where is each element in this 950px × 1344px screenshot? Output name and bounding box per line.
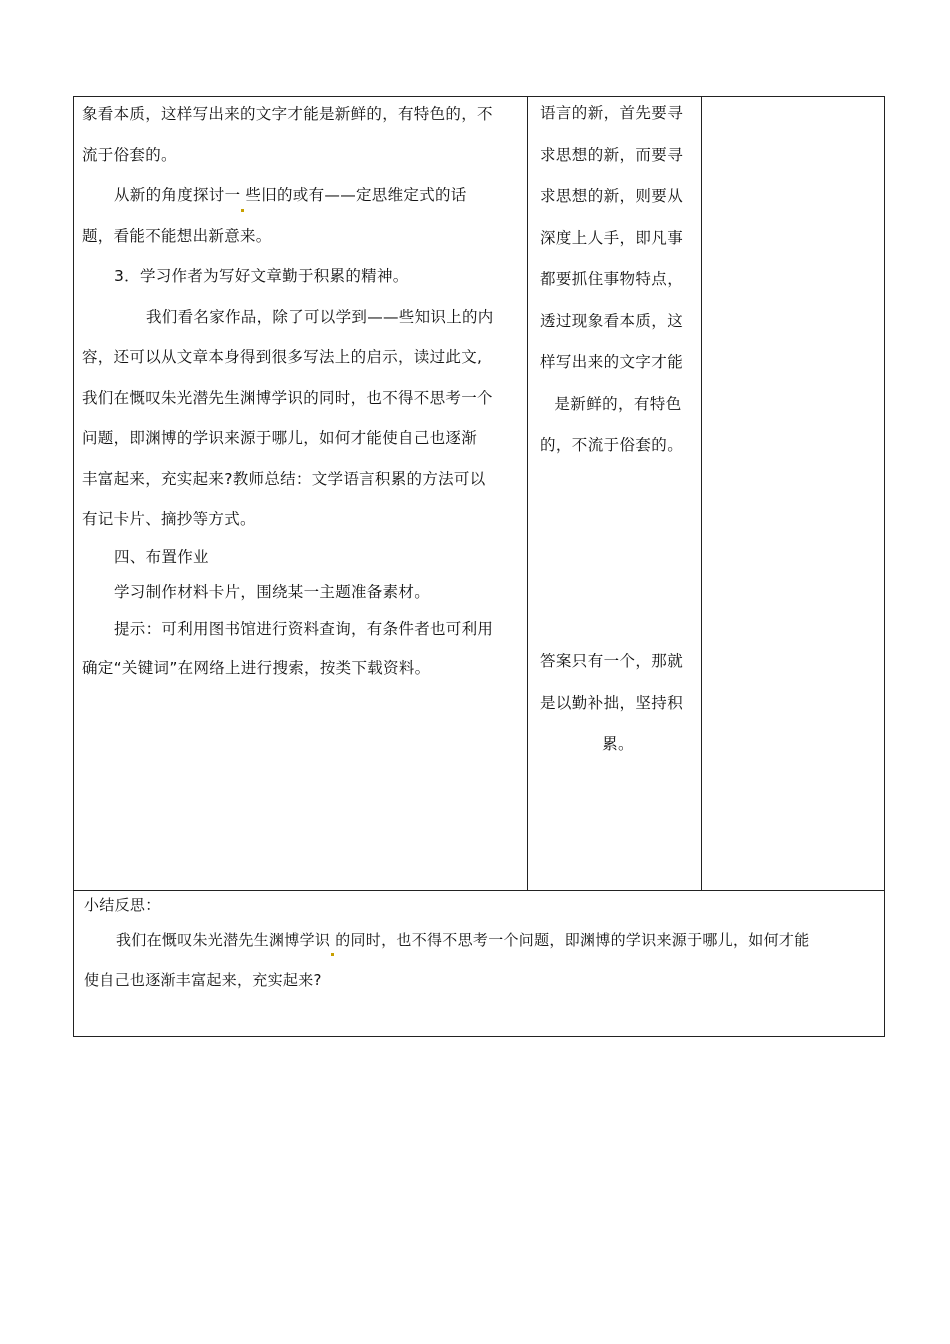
lesson-table (73, 96, 885, 1037)
answer-line-2: 是以勤补拙，坚持积 (540, 693, 684, 712)
side-line-7: 样写出来的文字才能 (540, 353, 684, 371)
summary-highlight-mark (331, 953, 334, 956)
answer-cell (540, 641, 696, 766)
main-line-8: 我们在慨叹朱光潜先生渊博学识的同时，也不得不思考一个 (82, 388, 493, 407)
summary-title: 小结反思： (84, 896, 161, 914)
main-line-13: 学习制作材料卡片，围绕某一主题准备素材。 (114, 582, 431, 601)
summary-body-end: 使自己也逐渐丰富起来，充实起来? (84, 971, 322, 989)
main-line-3b: 些旧的或有——定思维定式的话 (245, 186, 467, 204)
highlight-mark (241, 209, 244, 212)
summary-body-part2: 的同时，也不得不思考一个问题，即渊博的学识来源于哪儿，如何才能 (335, 931, 810, 949)
side-line-9: 的，不流于俗套的。 (540, 436, 684, 454)
main-line-10: 丰富起来，充实起来?教师总结：文学语言积累的方法可以 (82, 469, 486, 488)
side-line-1: 语言的新，首先要寻 (540, 104, 684, 122)
main-content-cell (82, 94, 522, 688)
empty-notes-column (702, 97, 884, 890)
main-line-15: 确定“关键词”在网络上进行搜索，按类下载资料。 (82, 658, 431, 677)
main-paragraph-question (82, 418, 522, 459)
homework-heading: 四、布置作业 (114, 547, 209, 566)
main-line-3a: 从新的角度探讨一 (114, 186, 241, 204)
side-line-5: 都要抓住事物特点， (540, 270, 684, 288)
main-line-14: 提示：可利用图书馆进行资料查询，有条件者也可利用 (114, 619, 494, 638)
side-notes-cell (540, 93, 696, 467)
main-line-2: 流于俗套的。 (82, 145, 177, 164)
answer-line-1: 答案只有一个，那就 (540, 652, 684, 670)
main-paragraph-new-angle (82, 175, 522, 216)
main-line-6: 我们看名家作品，除了可以学到——些知识上的内 (146, 307, 494, 326)
main-line-9b: 的学识来源于哪儿，如何才能使自己也逐渐 (176, 429, 478, 447)
summary-body-part1: 我们在慨叹朱光潜先生渊博学识 (116, 931, 331, 949)
main-line-7: 容，还可以从文章本身得到很多写法上的启示，读过此文, (82, 348, 483, 366)
main-line-4: 题，看能不能想出新意来。 (82, 226, 272, 245)
main-line-5: 3．学习作者为写好文章勤于积累的精神。 (114, 267, 409, 285)
main-line-11: 有记卡片、摘抄等方式。 (82, 510, 256, 528)
column-divider-1 (527, 97, 528, 891)
side-line-6: 透过现象看本质，这 (540, 311, 684, 330)
side-line-3: 求思想的新，则要从 (540, 187, 684, 205)
side-line-8: 是新鲜的，有特色 (554, 394, 682, 413)
side-line-2: 求思想的新，而要寻 (540, 145, 684, 164)
answer-line-3: 累。 (602, 735, 634, 753)
main-line-1: 象看本质，这样写出来的文字才能是新鲜的，有特色的，不 (82, 105, 493, 123)
summary-body (84, 920, 879, 960)
side-line-4: 深度上人手，即凡事 (540, 228, 684, 247)
main-line-9a: 问题，即渊博 (82, 429, 177, 447)
summary-cell (84, 890, 879, 1001)
